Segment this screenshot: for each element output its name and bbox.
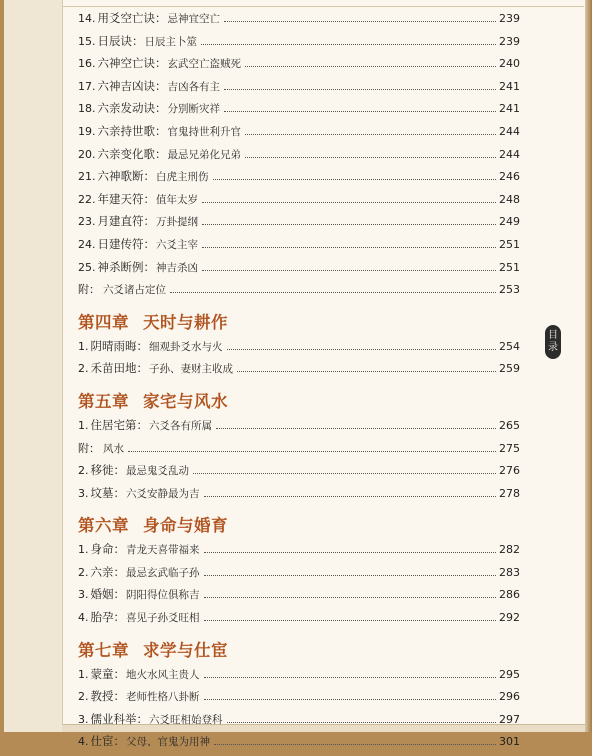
toc-entry[interactable]	[78, 236, 520, 259]
entry-subtitle: 值年太岁	[156, 193, 198, 206]
entry-subtitle: 父母、官鬼为用神	[126, 736, 210, 749]
dot-leader	[202, 247, 496, 248]
toc-entry[interactable]	[78, 123, 520, 146]
entry-title: 用爻空亡诀：	[97, 11, 167, 25]
dot-leader	[202, 270, 496, 271]
entry-subtitle: 阴阳得位俱称吉	[126, 589, 200, 602]
entry-subtitle: 六爻各有所属	[149, 419, 212, 432]
entry-page-number: 296	[499, 690, 520, 704]
entry-page-number: 244	[499, 147, 520, 161]
entry-subtitle: 六爻旺相始登科	[149, 713, 223, 726]
dot-leader	[204, 677, 497, 678]
toc-entry[interactable]	[78, 586, 520, 609]
toc-entry[interactable]	[78, 417, 520, 440]
entry-number: 14.	[78, 12, 96, 25]
dot-leader	[213, 179, 497, 180]
entry-number: 25.	[78, 260, 96, 274]
toc-entry[interactable]	[78, 609, 520, 632]
entry-title: 六神空亡诀：	[97, 56, 167, 71]
chapter-name: 家宅与风水	[143, 391, 228, 411]
dot-leader	[204, 597, 497, 598]
entry-page-number: 297	[499, 712, 520, 726]
entry-page-number: 254	[499, 339, 520, 353]
toc-entry[interactable]	[78, 78, 520, 101]
toc-entry[interactable]	[78, 733, 520, 756]
entry-page-number: 241	[499, 102, 520, 116]
entry-page-number: 286	[499, 588, 520, 602]
entry-number: 3.	[78, 588, 89, 602]
entry-title: 年建天符：	[97, 191, 155, 206]
toc-entry[interactable]	[78, 281, 520, 304]
toc-entry[interactable]	[78, 666, 520, 689]
entry-subtitle: 风水	[103, 442, 124, 455]
entry-page-number: 283	[499, 565, 520, 579]
toc-entry[interactable]	[78, 338, 520, 361]
page-edge-shadow	[585, 0, 592, 732]
entry-page-number: 253	[499, 283, 520, 297]
chapter-heading[interactable]	[78, 507, 520, 541]
toc-entry[interactable]	[78, 55, 520, 78]
dot-leader	[245, 157, 496, 158]
entry-title: 六亲变化歌：	[97, 146, 167, 161]
dot-leader	[193, 473, 496, 474]
entry-title: 胎孕：	[90, 610, 125, 625]
chapter-label: 第五章	[78, 391, 129, 411]
entry-subtitle: 日辰主卜筮	[144, 35, 197, 48]
entry-title: 儒业科举：	[90, 711, 148, 726]
entry-title: 教授：	[90, 689, 125, 704]
entry-subtitle: 青龙天喜带福来	[126, 544, 200, 557]
entry-number: 附：	[78, 283, 100, 297]
entry-title: 仕宦：	[90, 734, 125, 749]
entry-number: 19.	[78, 124, 96, 138]
toc-entry[interactable]	[78, 10, 520, 33]
toc-entry[interactable]	[78, 33, 520, 56]
entry-number: 16.	[78, 57, 96, 71]
entry-title: 六亲发动诀：	[97, 101, 167, 116]
entry-number: 15.	[78, 34, 96, 48]
dot-leader	[170, 292, 496, 293]
toc-entry[interactable]	[78, 541, 520, 564]
entry-number: 4.	[78, 611, 89, 625]
entry-page-number: 251	[499, 260, 520, 274]
toc-entry[interactable]	[78, 100, 520, 123]
entry-number: 23.	[78, 215, 96, 229]
entry-number: 22.	[78, 192, 96, 206]
entry-number: 1.	[78, 339, 89, 353]
chapter-label: 第七章	[78, 640, 129, 660]
entry-subtitle: 神吉杀凶	[156, 261, 198, 274]
entry-title: 蒙童：	[90, 666, 125, 681]
entry-title: 六亲持世歌：	[97, 123, 167, 138]
entry-number: 3.	[78, 486, 89, 500]
dot-leader	[237, 371, 496, 372]
entry-number: 21.	[78, 170, 96, 184]
dot-leader	[204, 496, 497, 497]
dot-leader	[204, 552, 497, 553]
entry-subtitle: 子孙、妻财主收成	[149, 363, 233, 376]
chapter-label: 第六章	[78, 516, 129, 536]
chapter-heading[interactable]	[78, 304, 520, 338]
entry-number: 2.	[78, 565, 89, 579]
entry-number: 2.	[78, 464, 89, 478]
dot-leader	[227, 722, 497, 723]
chapter-name: 求学与仕宦	[143, 640, 228, 660]
entry-subtitle: 官鬼持世利升官	[167, 125, 241, 138]
entry-number: 4.	[78, 735, 89, 749]
toc-entry[interactable]	[78, 259, 520, 282]
entry-number: 2.	[78, 690, 89, 704]
dot-leader	[245, 66, 496, 67]
side-tab-char-1: 目	[548, 330, 558, 341]
dot-leader	[202, 202, 496, 203]
entry-page-number: 301	[499, 735, 520, 749]
dot-leader	[202, 224, 496, 225]
dot-leader	[204, 699, 497, 700]
entry-page-number: 292	[499, 611, 520, 625]
entry-number: 附：	[78, 441, 100, 455]
dot-leader	[245, 134, 496, 135]
left-margin	[4, 0, 62, 732]
toc-entry[interactable]	[78, 688, 520, 711]
toc-entry[interactable]	[78, 564, 520, 587]
entry-title: 神杀断例：	[97, 259, 155, 274]
entry-subtitle: 万卦提纲	[156, 216, 198, 229]
entry-page-number: 275	[499, 441, 520, 455]
toc-entry[interactable]	[78, 440, 520, 463]
chapter-heading[interactable]	[78, 632, 520, 666]
entry-subtitle: 细观卦爻水与火	[149, 340, 223, 353]
entry-page-number: 278	[499, 486, 520, 500]
entry-page-number: 249	[499, 215, 520, 229]
entry-number: 1.	[78, 667, 89, 681]
entry-number: 1.	[78, 418, 89, 432]
entry-title: 日建传符：	[97, 236, 155, 251]
entry-page-number: 246	[499, 170, 520, 184]
dot-leader	[216, 428, 496, 429]
dot-leader	[224, 89, 496, 90]
entry-title: 六神吉凶诀：	[97, 78, 167, 93]
entry-page-number: 244	[499, 124, 520, 138]
dot-leader	[224, 21, 496, 22]
dot-leader	[227, 349, 497, 350]
entry-number: 17.	[78, 79, 96, 93]
side-tab-char-2: 录	[548, 342, 558, 353]
entry-number: 3.	[78, 712, 89, 726]
entry-title: 住居宅第：	[90, 417, 148, 432]
entry-page-number: 251	[499, 237, 520, 251]
entry-page-number: 239	[499, 34, 520, 48]
entry-page-number: 276	[499, 464, 520, 478]
entry-subtitle: 地火水风主贵人	[126, 668, 200, 681]
entry-page-number: 239	[499, 12, 520, 25]
top-rule	[62, 6, 584, 7]
entry-title: 六亲：	[90, 564, 125, 579]
toc-entry[interactable]	[78, 711, 520, 734]
table-of-contents	[78, 10, 520, 756]
entry-number: 2.	[78, 362, 89, 376]
entry-subtitle: 喜见子孙爻旺相	[126, 612, 200, 625]
entry-subtitle: 最忌玄武临子孙	[126, 566, 200, 579]
entry-subtitle: 六爻诸占定位	[103, 284, 166, 297]
entry-subtitle: 六爻安静最为吉	[126, 487, 200, 500]
toc-entry[interactable]	[78, 360, 520, 383]
contents-side-tab	[545, 325, 561, 359]
entry-subtitle: 吉凶各有主	[167, 80, 220, 93]
entry-title: 移徙：	[90, 463, 125, 478]
entry-subtitle: 玄武空亡盗贼死	[167, 58, 241, 71]
entry-number: 1.	[78, 543, 89, 557]
entry-subtitle: 白虎主刑伤	[156, 171, 209, 184]
entry-number: 20.	[78, 147, 96, 161]
toc-entry[interactable]	[78, 462, 520, 485]
chapter-name: 身命与婚育	[143, 516, 228, 536]
entry-number: 24.	[78, 237, 96, 251]
entry-title: 日辰诀：	[97, 33, 144, 48]
entry-page-number: 282	[499, 543, 520, 557]
entry-page-number: 265	[499, 418, 520, 432]
entry-page-number: 240	[499, 57, 520, 71]
entry-page-number: 241	[499, 79, 520, 93]
entry-title: 禾苗田地：	[90, 361, 148, 376]
entry-page-number: 248	[499, 192, 520, 206]
entry-subtitle: 分别断灾祥	[167, 103, 220, 116]
entry-subtitle: 老师性格八卦断	[126, 691, 200, 704]
entry-page-number: 259	[499, 362, 520, 376]
entry-subtitle: 六爻主宰	[156, 238, 198, 251]
entry-title: 六神歌断：	[97, 169, 155, 184]
toc-entry[interactable]	[78, 168, 520, 191]
entry-title: 坟墓：	[90, 485, 125, 500]
entry-title: 阴晴雨晦：	[90, 338, 148, 353]
dot-leader	[224, 111, 496, 112]
entry-subtitle: 最忌鬼爻乱动	[126, 465, 189, 478]
toc-entry[interactable]	[78, 485, 520, 508]
chapter-name: 天时与耕作	[143, 312, 228, 332]
dot-leader	[201, 44, 496, 45]
entry-title: 婚姻：	[90, 587, 125, 602]
toc-entry[interactable]	[78, 213, 520, 236]
entry-subtitle: 最忌兄弟化兄弟	[167, 148, 241, 161]
entry-page-number: 295	[499, 667, 520, 681]
entry-number: 18.	[78, 102, 96, 116]
dot-leader	[204, 575, 497, 576]
entry-title: 身命：	[90, 542, 125, 557]
dot-leader	[214, 744, 496, 745]
toc-entry[interactable]	[78, 146, 520, 169]
chapter-label: 第四章	[78, 312, 129, 332]
dot-leader	[204, 620, 497, 621]
dot-leader	[128, 451, 496, 452]
chapter-heading[interactable]	[78, 383, 520, 417]
entry-title: 月建直符：	[97, 214, 155, 229]
toc-entry[interactable]	[78, 191, 520, 214]
entry-subtitle: 忌神宜空亡	[167, 13, 220, 25]
